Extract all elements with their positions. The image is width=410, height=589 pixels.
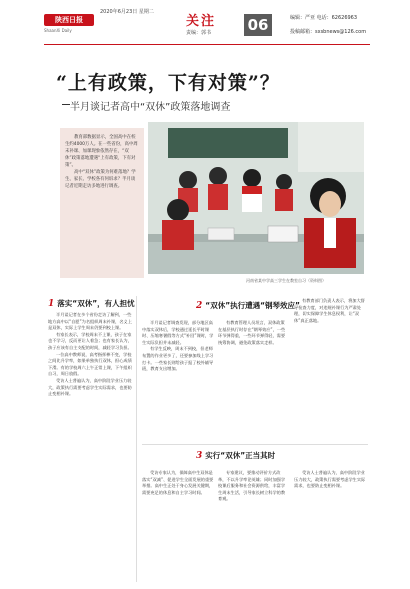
section-2-title: “双休”执行遭遇“钢琴效应” [205,301,300,310]
section-rule [142,444,368,445]
section-2-body-b [218,320,288,440]
section-3-paragraph: 受访专家认为，保障高中生双休是落实“双减”、促进学生全面发展的重要举措。高中生正处于身心发展关键期，需要充足的休息和自主学习时间。 [142,470,214,495]
page-header [0,0,410,46]
section-3-title: 实行“双休”正当其时 [205,451,276,460]
right-column-body [294,298,368,438]
issue-date: 2020年6月23日 星期二 [100,9,154,15]
article-title: “上有政策，下有对策”？ [56,72,280,94]
section-3-paragraph: 专家建议，要推动评价方式改革，不以升学率论英雄；同时加强学校课后服务和社会资源供给，丰富学生周末生活，引导家长树立科学的教育观。 [218,470,286,502]
subtitle-dash [62,104,70,105]
header-rule [44,44,370,45]
section-2-number: 2 [196,300,203,311]
section-3-heading [196,450,275,461]
lead-box [60,128,144,278]
right-column-paragraph: 有教育部门负责人表示，将加大督导检查力度，对违规补课行为严肃处理，切实保障学生休息权利，让“双休”真正落地。 [294,298,365,323]
lead-paragraph: 教育部数据显示，全国高中在校生约4000万人。在一些省份，高中周末补课、加课现象依然存在，“双休”政策落地遭遇“上有政策，下有对策”。 [65,135,138,168]
section-3-body-b [218,470,288,582]
section-1-paragraph: 有家长表示，学校周末不上课，孩子在家也不学习，反而更让人着急；也有家长认为，孩子应该有自主支配的时间，减轻学习负担。 [48,331,132,350]
section-1-body [48,312,132,582]
section-3-body-a [142,470,214,582]
editor-contact: 编辑：严亚 电话：62626963 [290,15,358,21]
photo-caption: 河南省某中学高三学生在教室自习（资料图） [246,278,326,283]
section-1-paragraph: 半月谈记者在多个省份走访了解到，一些地方高中以“自愿”为名组织周末补课，名义上是双休，实际上学生周末仍要到校上课。 [48,312,132,331]
lead-paragraph: 高中“双休”政策为何难落地？学生、家长、学校各有何诉求？半月谈记者近期走访多地进行调查。 [65,170,136,189]
section-1-paragraph: 一位高中教师说，高考指挥棒不变，学校之间比升学率，如果单独执行双休，担心成绩下滑。有的学校周六上午正常上课，下午组织自习，周日放假。 [48,351,132,377]
page-number: 06 [244,14,272,36]
section-title: 关注 [186,14,217,29]
section-1-title: 落实“双休”，有人担忧 [57,299,135,308]
section-3-number: 3 [196,450,203,461]
section-2-paragraph: 有学生反映，周末不到校，但老师布置的作业更多了，还要参加线上学习打卡。一些家长则给孩子报了校外辅导班，教育支出增加。 [142,346,214,372]
section-3-paragraph: 受访人士普遍认为，高中阶段学业压力较大，政策执行需要考虑学生实际需求，也要防止变相补课。 [294,470,366,489]
section-3-body-c [294,470,368,582]
section-2-body-a [142,320,214,440]
section-2-heading [196,300,300,311]
section-2-paragraph: 半月谈记者调查发现，部分地区高中落实双休后，学校通过延长平时课时、压缩寒暑假等方式“补回”课时，学生实际负担并未减轻。 [142,320,214,345]
section-2-paragraph: 有教育管理人员坦言，双休政策在基层执行时存在“钢琴效应”，一些环节弹得重，一些环节弹得轻，需要统筹协调，避免政策落实走样。 [218,320,286,345]
newspaper-logo: 陕西日报 [44,14,94,26]
section-1-heading [48,298,135,309]
classroom-photo [148,122,364,274]
section-1-number: 1 [48,298,55,309]
column-divider [136,296,137,582]
section-editor: 责编：郭书 [186,30,212,36]
newspaper-logo-subtitle: ShaanXi Daily [44,28,72,33]
classroom-photo-illustration [148,122,364,274]
section-1-paragraph: 受访人士普遍认为，高中阶段学业压力较大，政策执行需要考虑学生实际需求，也要防止变相补课。 [48,377,132,397]
submission-email: 投稿邮箱：sxsbnews@126.com [290,29,367,35]
article-subtitle: 半月谈记者高中“双休”政策落地调查 [70,102,231,113]
